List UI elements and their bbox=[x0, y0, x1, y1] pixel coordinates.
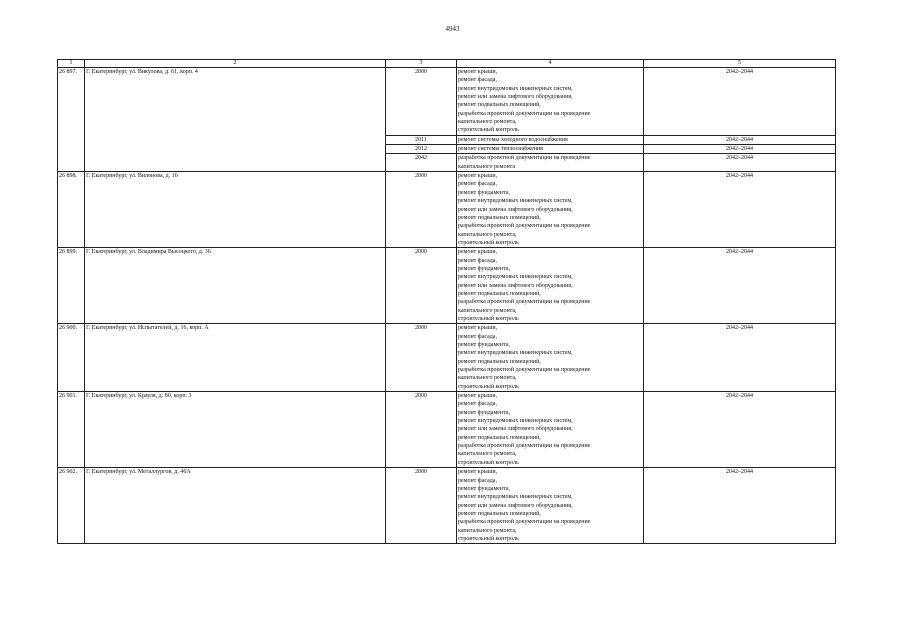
work-item: разработка проектной документации на проведение bbox=[458, 155, 591, 162]
address-cell: Г. Екатеринбург, ул. Металлургов, д. 46А bbox=[85, 468, 386, 544]
work-item: разработка проектной документации на проведение bbox=[458, 443, 591, 450]
work-item: строительный контроль bbox=[458, 239, 519, 246]
work-item: ремонт фасада, bbox=[458, 257, 497, 264]
work-item: строительный контроль bbox=[458, 127, 519, 134]
works-cell bbox=[457, 172, 644, 248]
work-item: ремонт фундамента, bbox=[458, 409, 510, 416]
work-item: ремонт внутридомовых инженерных систем, bbox=[458, 274, 573, 281]
work-item: ремонт подвальных помещений, bbox=[458, 214, 541, 221]
table-row bbox=[58, 324, 836, 392]
work-item: разработка проектной документации на проведение bbox=[458, 110, 591, 117]
year-cell: 2011 bbox=[386, 135, 457, 144]
work-item: ремонт или замена лифтового оборудования, bbox=[458, 94, 573, 101]
year-cell: 2000 bbox=[386, 172, 457, 248]
works-cell bbox=[457, 468, 644, 544]
work-item: ремонт фасада, bbox=[458, 477, 497, 484]
work-item: капитального ремонта, bbox=[458, 375, 517, 382]
work-item: ремонт фундамента, bbox=[458, 342, 510, 348]
address-cell: Г. Екатеринбург, ул. Испытателей, д. 16, корп. А bbox=[85, 324, 386, 392]
row-number-cell: 26 899. bbox=[58, 248, 85, 324]
period-cell: 2042–2044 bbox=[644, 248, 836, 324]
work-item: строительный контроль bbox=[458, 535, 519, 542]
work-item: ремонт внутридомовых инженерных систем, bbox=[458, 85, 573, 92]
work-item: ремонт подвальных помещений, bbox=[458, 290, 541, 297]
address-cell: Г. Екатеринбург, ул. Викулова, д. 61, корп. 4 bbox=[85, 68, 386, 172]
row-number-cell: 26 902. bbox=[58, 468, 85, 544]
work-item: строительный контроль bbox=[458, 315, 519, 322]
work-item: капитального ремонта bbox=[458, 163, 516, 170]
work-item: ремонт внутридомовых инженерных систем, bbox=[458, 198, 573, 205]
address-cell: Г. Екатеринбург, ул. Вилонова, д. 16 bbox=[85, 172, 386, 248]
page-number: 4943 bbox=[445, 25, 460, 33]
works-cell bbox=[457, 68, 644, 136]
work-item: ремонт крыши, bbox=[458, 393, 498, 400]
period-cell: 2042–2044 bbox=[644, 392, 836, 468]
table-row bbox=[58, 468, 836, 544]
year-cell: 2042 bbox=[386, 154, 457, 172]
address-cell: Г. Екатеринбург, ул. Крауля, д. 80, корп. 3 bbox=[85, 392, 386, 468]
work-item: разработка проектной документации на проведение bbox=[458, 367, 591, 374]
work-item: ремонт фасада, bbox=[458, 77, 497, 84]
row-number-cell: 26 900. bbox=[58, 324, 85, 392]
period-cell: 2042–2044 bbox=[644, 135, 836, 144]
work-item: ремонт внутридомовых инженерных систем, bbox=[458, 494, 573, 501]
work-item: ремонт крыши, bbox=[458, 69, 498, 75]
table-row bbox=[58, 392, 836, 468]
work-item: ремонт крыши, bbox=[458, 249, 498, 256]
work-item: капитального ремонта, bbox=[458, 231, 517, 238]
work-item: разработка проектной документации на проведение bbox=[458, 223, 591, 230]
work-item: ремонт системы теплоснабжения bbox=[458, 146, 543, 153]
works-cell bbox=[457, 145, 644, 154]
table-row bbox=[58, 68, 836, 136]
work-item: ремонт внутридомовых инженерных систем, bbox=[458, 350, 573, 357]
period-cell: 2042–2044 bbox=[644, 68, 836, 136]
work-item: разработка проектной документации на проведение bbox=[458, 519, 591, 526]
table-header-row bbox=[58, 60, 836, 68]
work-item: ремонт подвальных помещений, bbox=[458, 434, 541, 441]
work-item: ремонт системы холодного водоснабжения bbox=[458, 136, 568, 143]
works-cell bbox=[457, 135, 644, 144]
work-item: ремонт подвальных помещений, bbox=[458, 102, 541, 109]
period-cell: 2042–2044 bbox=[644, 172, 836, 248]
works-cell bbox=[457, 154, 644, 172]
period-cell: 2042–2044 bbox=[644, 468, 836, 544]
period-cell: 2042–2044 bbox=[644, 324, 836, 392]
table-body bbox=[58, 68, 836, 544]
work-item: ремонт крыши, bbox=[458, 469, 498, 476]
table-row bbox=[58, 248, 836, 324]
year-cell: 2012 bbox=[386, 145, 457, 154]
row-number-cell: 26 897. bbox=[58, 68, 85, 172]
row-number-cell: 26 898. bbox=[58, 172, 85, 248]
work-item: ремонт подвальных помещений, bbox=[458, 510, 541, 517]
year-cell: 2000 bbox=[386, 248, 457, 324]
column-header: 1 bbox=[58, 60, 85, 68]
work-item: ремонт крыши, bbox=[458, 173, 498, 180]
year-cell: 2000 bbox=[386, 68, 457, 136]
work-item: строительный контроль bbox=[458, 383, 519, 390]
work-item: ремонт или замена лифтового оборудования, bbox=[458, 502, 573, 509]
work-item: капитального ремонта, bbox=[458, 307, 517, 314]
row-number-cell: 26 901. bbox=[58, 392, 85, 468]
column-header: 4 bbox=[457, 60, 644, 68]
work-item: ремонт фундамента, bbox=[458, 189, 510, 196]
work-item: разработка проектной документации на проведение bbox=[458, 299, 591, 306]
works-cell bbox=[457, 392, 644, 468]
repair-schedule-table bbox=[57, 59, 836, 544]
year-cell: 2000 bbox=[386, 392, 457, 468]
works-cell bbox=[457, 324, 644, 392]
period-cell: 2042–2044 bbox=[644, 145, 836, 154]
work-item: строительный контроль bbox=[458, 459, 519, 466]
work-item: ремонт фундамента, bbox=[458, 265, 510, 272]
year-cell: 2000 bbox=[386, 324, 457, 392]
work-item: ремонт или замена лифтового оборудования, bbox=[458, 206, 573, 213]
work-item: ремонт или замена лифтового оборудования, bbox=[458, 282, 573, 289]
year-cell: 2000 bbox=[386, 468, 457, 544]
work-item: ремонт фасада, bbox=[458, 333, 497, 340]
column-header: 3 bbox=[386, 60, 457, 68]
table-row bbox=[58, 172, 836, 248]
works-cell bbox=[457, 248, 644, 324]
work-item: ремонт фундамента, bbox=[458, 485, 510, 492]
work-item: ремонт или замена лифтового оборудования, bbox=[458, 426, 573, 433]
work-item: ремонт подвальных помещений, bbox=[458, 358, 541, 365]
address-cell: Г. Екатеринбург, ул. Владимира Высоцкого, д. 36 bbox=[85, 248, 386, 324]
work-item: капитального ремонта, bbox=[458, 119, 517, 126]
period-cell: 2042–2044 bbox=[644, 154, 836, 172]
work-item: ремонт фасада, bbox=[458, 181, 497, 188]
work-item: капитального ремонта, bbox=[458, 527, 517, 534]
column-header: 2 bbox=[85, 60, 386, 68]
work-item: ремонт внутридомовых инженерных систем, bbox=[458, 418, 573, 425]
work-item: ремонт крыши, bbox=[458, 325, 498, 332]
column-header: 5 bbox=[644, 60, 836, 68]
work-item: ремонт фасада, bbox=[458, 401, 497, 408]
work-item: капитального ремонта, bbox=[458, 451, 517, 458]
